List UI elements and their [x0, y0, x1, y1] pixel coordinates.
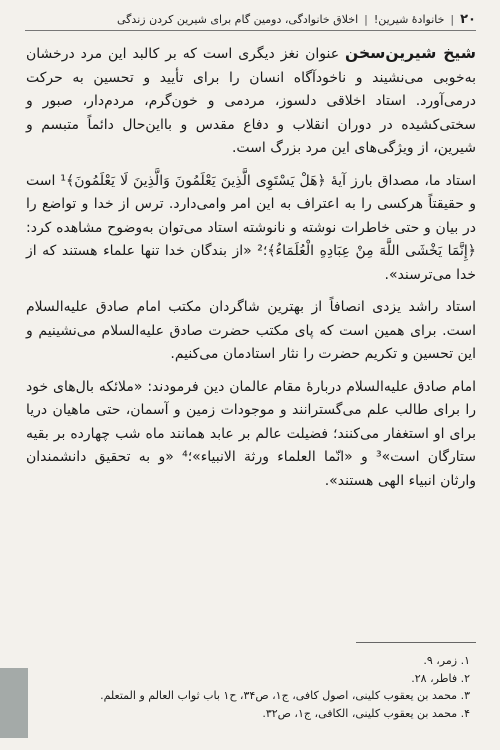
paragraph: [26, 376, 476, 494]
header-divider: [25, 30, 476, 31]
paragraph: [26, 170, 476, 288]
footnote-divider: [356, 642, 476, 643]
body-text: [26, 42, 476, 502]
chapter-title: اخلاق خانوادگی، دومین گام برای شیرین کردن زندگی: [117, 12, 359, 26]
watermark-stamp: [0, 668, 28, 738]
paragraph-text: عنوان نغز دیگری است که بر کالبد این مرد درخشان به‌خوبی می‌نشیند و ناخودآگاه انسان را برای تأیید و تحسین به حرکت درمی‌آورد. استاد اخلاقی دلسوز، مردمی و خون‌گرم، مردم‌دار، صبور و سختی‌کشیده در دوران انقلاب و دفاع مقدس و بااین‌حال دائماً متبسم و شیرین، از ویژگی‌های این مرد بزرگ است.: [26, 46, 476, 156]
paragraph-text: امام صادق علیه‌السلام دربارهٔ مقام عالمان دین فرمودند: «ملائکه بال‌های خود را برای طالب علم می‌گسترانند و موجودات زمین و آسمان، حتی ماهیان دریا برای او استغفار می‌کنند؛ فضیلت عالم بر عابد همانند ماه شب چهارده بر بقیه ستارگان است»³ و «انّما العلماء ورثة الانبیاء»؛⁴ «و به تحقیق دانشمندان وارثان انبیاء الهی هستند».: [26, 378, 477, 489]
footnote: ۱. زمر، ۹.: [423, 654, 470, 667]
paragraph: [26, 296, 476, 367]
footnote: ۴. محمد بن یعقوب کلینی، الکافی، ج۱، ص۳۲.: [262, 706, 470, 720]
page-number: ۲۰: [460, 11, 476, 27]
footnote: ۲. فاطر، ۲۸.: [411, 671, 470, 685]
footnote: ۳. محمد بن یعقوب کلینی، اصول کافی، ج۱، ص۳۴، ح۱ باب ثواب العالم و المتعلم.: [100, 689, 470, 702]
paragraph: [26, 42, 476, 161]
paragraph-text: استاد ما، مصداق بارز آیهٔ ﴿هَلْ یَسْتَوِی الَّذِینَ یَعْلَمُونَ وَالَّذِینَ لَا یَعْلَمُونَ﴾¹ است و حقیقتاً هرکسی را به اعتراف به این امر وامی‌دارد. ترس از خدا و تواضع را در بیان و حتی خاطرات نوشته و نانوشته استاد می‌توان به‌وضوح مشاهده کرد: ﴿إِنَّمَا یَخْشَی اللَّهَ مِنْ عِبَادِهِ الْعُلَمَاءُ﴾؛² «از بندگان خدا تنها علماء هستند که از خدا می‌ترسند».: [26, 172, 476, 283]
book-title: خانوادهٔ شیرین!: [373, 12, 445, 26]
paragraph-text: استاد راشد یزدی انصافاً از بهترین شاگردان مکتب امام صادق علیه‌السلام است. برای همین است که پای مکتب حضرت صادق علیه‌السلام می‌نشینیم و این تحسین و تکریم حضرت را نثار استادمان می‌کنیم.: [26, 299, 476, 362]
running-header: [25, 8, 476, 30]
footnotes: [26, 652, 470, 722]
header-separator: |: [364, 12, 368, 26]
paragraph-lead: شیخ شیرین‌سخن: [345, 44, 477, 62]
header-separator: |: [450, 12, 455, 26]
